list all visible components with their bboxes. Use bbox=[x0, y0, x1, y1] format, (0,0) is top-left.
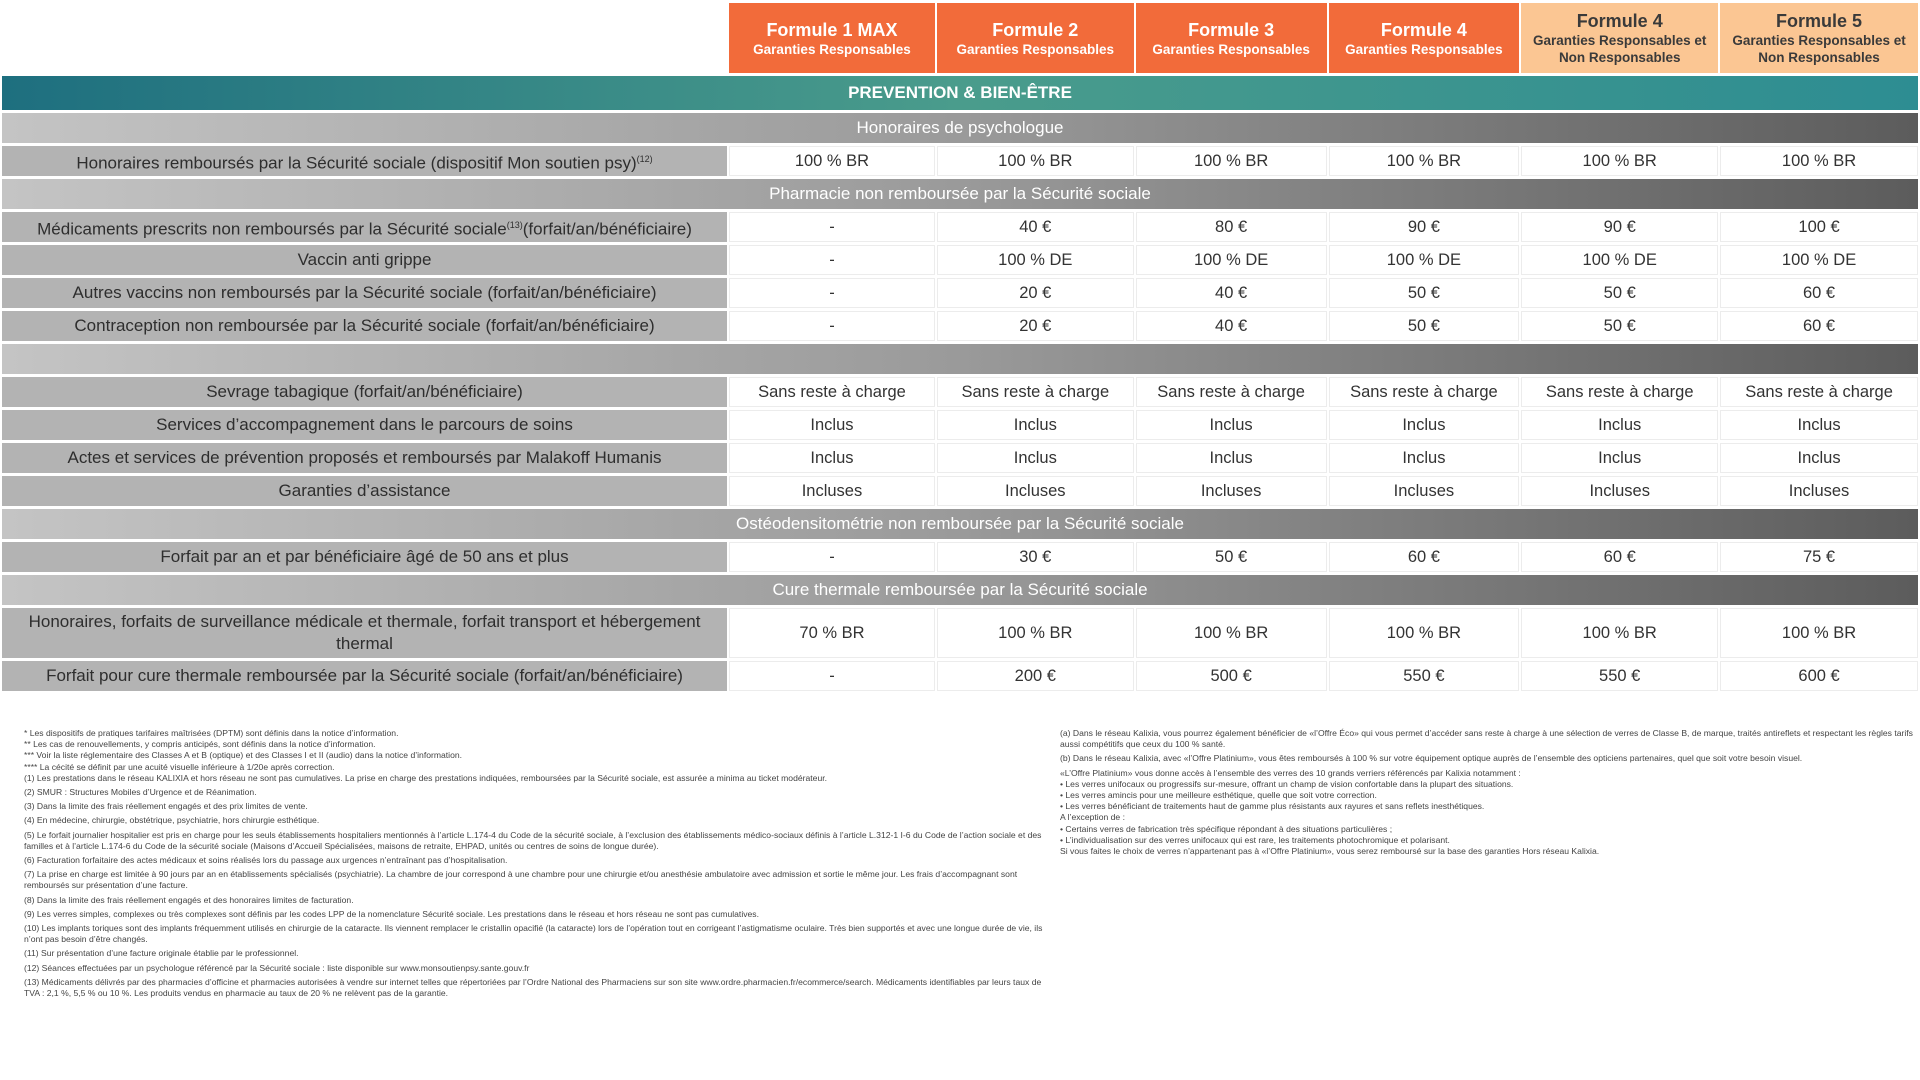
table-cell: 70 % BR bbox=[729, 608, 935, 658]
footnote-ref: (12) bbox=[636, 153, 653, 164]
table-cell: 40 € bbox=[937, 212, 1134, 242]
table-cell: 50 € bbox=[1329, 278, 1520, 308]
section-title: PREVENTION & BIEN-ÊTRE bbox=[2, 76, 1918, 110]
table-row bbox=[2, 311, 1918, 341]
table-cell: 100 % BR bbox=[1521, 146, 1718, 176]
column-header-3 bbox=[1136, 3, 1327, 73]
row-label bbox=[2, 146, 727, 176]
footnote: • Les verres bénéficiant de traitements haut de gamme plus résistants aux rayures et sans reflets inesthétiques. bbox=[1060, 801, 1485, 812]
category-row bbox=[2, 179, 1918, 209]
table-row bbox=[2, 608, 1918, 658]
footnote: (7) La prise en charge est limitée à 90 jours par an en établissements spécialisés (psychiatrie). La chambre de jour correspond à une chambre pour une chirurgie et/ou anesthésie ambulatoire avec admission et sortie le même jour. Les frais d’accompagnant sont remboursés sur présentation d’une facture. bbox=[24, 869, 1018, 891]
table-cell: 550 € bbox=[1329, 661, 1520, 691]
row-label bbox=[2, 377, 727, 407]
footnote: A l’exception de : bbox=[1060, 812, 1125, 823]
category-title: Cure thermale remboursée par la Sécurité sociale bbox=[2, 575, 1918, 605]
column-header-1 bbox=[729, 3, 935, 73]
table-cell: 60 € bbox=[1329, 542, 1520, 572]
category-row bbox=[2, 344, 1918, 374]
table-cell: 50 € bbox=[1136, 542, 1327, 572]
table-cell: Inclus bbox=[1720, 410, 1918, 440]
table-cell: 20 € bbox=[937, 311, 1134, 341]
table-cell: - bbox=[729, 245, 935, 275]
table-cell: Inclus bbox=[937, 410, 1134, 440]
footnote-ref: (13) bbox=[506, 219, 523, 230]
footnote: (6) Facturation forfaitaire des actes médicaux et soins réalisés lors du passage aux urgences n’entraînant pas d’hospitalisation. bbox=[24, 855, 508, 866]
table-cell: - bbox=[729, 542, 935, 572]
footnote: (9) Les verres simples, complexes ou très complexes sont définis par les codes LPP de la nomenclature Sécurité sociale. Les prestations dans le réseau et hors réseau ne sont pas cumulatives. bbox=[24, 908, 759, 919]
footnote: (3) Dans la limite des frais réellement engagés et des prix limites de vente. bbox=[24, 801, 308, 812]
table-cell: Inclus bbox=[937, 443, 1134, 473]
row-label bbox=[2, 476, 727, 506]
footnote: (2) SMUR : Structures Mobiles d’Urgence et de Réanimation. bbox=[24, 787, 257, 798]
table-cell: Inclus bbox=[1136, 443, 1327, 473]
table-cell: 100 % DE bbox=[1329, 245, 1520, 275]
column-title: Formule 3 bbox=[1188, 19, 1275, 40]
table-cell: 200 € bbox=[937, 661, 1134, 691]
row-label bbox=[2, 608, 727, 658]
table-cell: 40 € bbox=[1136, 311, 1327, 341]
table-row bbox=[2, 278, 1918, 308]
table-cell: Incluses bbox=[1329, 476, 1520, 506]
row-label-suffix: (forfait/an/bénéficiaire) bbox=[522, 219, 692, 239]
footnote: ** Les cas de renouvellements, y compris anticipés, sont définis dans la notice d’information. bbox=[24, 739, 376, 750]
row-label bbox=[2, 443, 727, 473]
table-cell: - bbox=[729, 212, 935, 242]
table-cell: 90 € bbox=[1521, 212, 1718, 242]
category-title: Ostéodensitométrie non remboursée par la Sécurité sociale bbox=[2, 509, 1918, 539]
table-cell: 90 € bbox=[1329, 212, 1520, 242]
row-label bbox=[2, 212, 727, 242]
table-cell: Sans reste à charge bbox=[937, 377, 1134, 407]
table-cell: 60 € bbox=[1521, 542, 1718, 572]
table-cell: 100 € bbox=[1720, 212, 1918, 242]
row-label-text: Contraception non remboursée par la Sécurité sociale (forfait/an/bénéficiaire) bbox=[74, 316, 655, 335]
column-header-5 bbox=[1521, 3, 1718, 73]
footnote: (12) Séances effectuées par un psychologue référencé par la Sécurité sociale : liste disponible sur www.monsoutienpsy.sante.gouv.fr bbox=[24, 962, 530, 973]
row-label bbox=[2, 278, 727, 308]
table-cell: 75 € bbox=[1720, 542, 1918, 572]
footnote: (10) Les implants toriques sont des implants fréquemment utilisés en chirurgie de la cataracte. Ils viennent remplacer le cristallin opacifié (la cataracte) lors de l’opération tout en corrigeant l’astigmatisme oculaire. Très bien supportés et avec une longue durée de vie, ils n’ont pas besoin d’être changés. bbox=[24, 923, 1043, 945]
table-row bbox=[2, 410, 1918, 440]
column-title: Formule 2 bbox=[992, 19, 1079, 40]
row-label-text: Honoraires remboursés par la Sécurité sociale (dispositif Mon soutien psy) bbox=[76, 153, 637, 173]
footnote: (a) Dans le réseau Kalixia, vous pourrez également bénéficier de «l’Offre Éco» qui vous permet d’accéder sans reste à charge à une sélection de verres de Classe B, de marque, traités antireflets et respectant les règles tarifs aussi compétitifs que ceux du 100 % santé. bbox=[1060, 728, 1913, 750]
row-label-text: Autres vaccins non remboursés par la Sécurité sociale (forfait/an/bénéficiaire) bbox=[72, 283, 657, 302]
row-label-text: Vaccin anti grippe bbox=[297, 250, 432, 269]
column-subtitle: Garanties Responsables bbox=[1152, 41, 1310, 57]
table-cell: 100 % DE bbox=[1521, 245, 1718, 275]
footnote: • Les verres amincis pour une meilleure esthétique, quelle que soit votre correction. bbox=[1060, 790, 1377, 801]
table-cell: 100 % BR bbox=[1136, 146, 1327, 176]
header-row bbox=[2, 3, 1918, 73]
table-cell: 100 % BR bbox=[1521, 608, 1718, 658]
table-cell: Incluses bbox=[937, 476, 1134, 506]
footnote: • Les verres unifocaux ou progressifs sur-mesure, offrant un champ de vision confortable dans la plupart des situations. bbox=[1060, 778, 1514, 789]
table-cell: 50 € bbox=[1521, 278, 1718, 308]
row-label-text: Garanties d’assistance bbox=[278, 481, 451, 500]
footnote: (1) Les prestations dans le réseau KALIXIA et hors réseau ne sont pas cumulatives. La prise en charge des prestations indiquées, remboursées par la Sécurité sociale, est assurée a minima au ticket modérateur. bbox=[24, 772, 827, 783]
column-subtitle: Garanties Responsables et Non Responsables bbox=[1533, 33, 1707, 65]
column-subtitle: Garanties Responsables bbox=[956, 41, 1115, 57]
row-label-text: Sevrage tabagique (forfait/an/bénéficiaire) bbox=[206, 382, 523, 401]
table-row bbox=[2, 443, 1918, 473]
table-cell: 40 € bbox=[1136, 278, 1327, 308]
category-row bbox=[2, 113, 1918, 143]
table-row bbox=[2, 377, 1918, 407]
table-cell: 100 % BR bbox=[1720, 608, 1918, 658]
table-cell: Inclus bbox=[1136, 410, 1327, 440]
footnote: (13) Médicaments délivrés par des pharmacies d’officine et pharmacies autorisées à vendre sur internet telles que répertoriées par l’Ordre National des Pharmaciens sur son site www.ordre.pharmacien.fr/ecommerce/search. Médicaments identifiables par leurs taux de TVA : 2,1 %, 5,5 % ou 10 %. Les produits vendus en pharmacie au taux de 20 % ne relèvent pas de la garantie. bbox=[24, 976, 1042, 999]
row-label-text: Services d’accompagnement dans le parcours de soins bbox=[156, 415, 573, 434]
table-cell: - bbox=[729, 278, 935, 308]
table-cell: 60 € bbox=[1720, 311, 1918, 341]
column-subtitle: Garanties Responsables bbox=[1345, 41, 1503, 57]
table-cell: 80 € bbox=[1136, 212, 1327, 242]
table-cell: Sans reste à charge bbox=[1329, 377, 1520, 407]
table-cell: 30 € bbox=[937, 542, 1134, 572]
column-title: Formule 4 bbox=[1576, 11, 1663, 31]
row-label bbox=[2, 542, 727, 572]
category-title: Honoraires de psychologue bbox=[2, 113, 1918, 143]
category-title: Pharmacie non remboursée par la Sécurité sociale bbox=[2, 179, 1918, 209]
table-cell: - bbox=[729, 311, 935, 341]
table-cell: Inclus bbox=[1329, 410, 1520, 440]
table-cell: 100 % BR bbox=[1329, 608, 1520, 658]
table-cell: 100 % DE bbox=[1720, 245, 1918, 275]
column-header-2 bbox=[937, 3, 1134, 73]
footnote: (11) Sur présentation d’une facture originale établie par le professionnel. bbox=[24, 948, 299, 959]
table-cell: Inclus bbox=[1521, 443, 1718, 473]
table-cell: Inclus bbox=[1720, 443, 1918, 473]
column-subtitle: Garanties Responsables bbox=[753, 41, 911, 57]
row-label-text: Honoraires, forfaits de surveillance médicale et thermale, forfait transport et hébergement thermal bbox=[28, 612, 701, 653]
row-label bbox=[2, 311, 727, 341]
column-subtitle: Garanties Responsables et Non Responsables bbox=[1732, 33, 1906, 65]
category-row bbox=[2, 509, 1918, 539]
row-label bbox=[2, 410, 727, 440]
table-cell: 100 % BR bbox=[1136, 608, 1327, 658]
table-cell: Incluses bbox=[1521, 476, 1718, 506]
category-title bbox=[2, 344, 1918, 374]
row-label-text: Forfait pour cure thermale remboursée par la Sécurité sociale (forfait/an/bénéficiaire) bbox=[46, 666, 683, 685]
table-cell: 100 % DE bbox=[937, 245, 1134, 275]
table-cell: Incluses bbox=[729, 476, 935, 506]
table-cell: Incluses bbox=[1136, 476, 1327, 506]
row-label-text: Forfait par an et par bénéficiaire âgé de 50 ans et plus bbox=[160, 547, 569, 566]
row-label-text: Actes et services de prévention proposés et remboursés par Malakoff Humanis bbox=[67, 448, 662, 467]
table-cell: Inclus bbox=[1521, 410, 1718, 440]
table-row bbox=[2, 212, 1918, 242]
table-body bbox=[2, 76, 1918, 691]
footnote: *** Voir la liste réglementaire des Classes A et B (optique) et des Classes I et II (audio) dans la notice d’information. bbox=[24, 750, 463, 761]
table-cell: Sans reste à charge bbox=[1521, 377, 1718, 407]
table-cell: 100 % BR bbox=[937, 608, 1134, 658]
table-row bbox=[2, 245, 1918, 275]
table-cell: Sans reste à charge bbox=[1136, 377, 1327, 407]
table-cell: 100 % DE bbox=[1136, 245, 1327, 275]
footnotes-left bbox=[24, 728, 1054, 1002]
table-cell: - bbox=[729, 661, 935, 691]
row-label bbox=[2, 661, 727, 691]
table-cell: 600 € bbox=[1720, 661, 1918, 691]
table-cell: 60 € bbox=[1720, 278, 1918, 308]
footnote: * Les dispositifs de pratiques tarifaires maîtrisées (DPTM) sont définis dans la notice d’information. bbox=[24, 728, 399, 738]
table-cell: 50 € bbox=[1329, 311, 1520, 341]
footnote: (4) En médecine, chirurgie, obstétrique, psychiatrie, hors chirurgie esthétique. bbox=[24, 815, 320, 826]
footnote: (b) Dans le réseau Kalixia, avec «l’Offre Platinium», vous êtes remboursés à 100 % sur votre équipement optique auprès de l’ensemble des opticiens partenaires, quel que soit votre besoin visuel. bbox=[1060, 753, 1803, 764]
table-cell: Inclus bbox=[1329, 443, 1520, 473]
footnote: «L’Offre Platinium» vous donne accès à l’ensemble des verres des 10 grands verriers référencés par Kalixia notamment : bbox=[1060, 767, 1521, 778]
table-cell: Incluses bbox=[1720, 476, 1918, 506]
table-cell: 100 % BR bbox=[1329, 146, 1520, 176]
table-cell: Inclus bbox=[729, 443, 935, 473]
table-cell: 50 € bbox=[1521, 311, 1718, 341]
row-label bbox=[2, 245, 727, 275]
table-row bbox=[2, 542, 1918, 572]
table-row bbox=[2, 476, 1918, 506]
section-row bbox=[2, 76, 1918, 110]
footnotes-right bbox=[1060, 728, 1920, 857]
header-blank-cell bbox=[2, 3, 727, 73]
table-cell: Inclus bbox=[729, 410, 935, 440]
footnote: Si vous faites le choix de verres n’appartenant pas à «l’Offre Platinium», vous serez remboursé sur la base des garanties Hors réseau Kalixia. bbox=[1060, 846, 1600, 857]
footnote: (5) Le forfait journalier hospitalier est pris en charge pour les seuls établissements hospitaliers mentionnés à l’article L.174-4 du Code de la sécurité sociale, à l’exclusion des établissements médico-sociaux définis à l’article L.312-1 I-6 du Code de l’action sociale et des familles et à l’article L.174-6 du Code de la sécurité sociale (Maisons d’Accueil Spécialisées, maisons de retraite, EHPAD, unités ou centres de soins de longue durée). bbox=[24, 829, 1042, 851]
table-cell: 100 % BR bbox=[729, 146, 935, 176]
column-title: Formule 4 bbox=[1380, 19, 1467, 40]
column-header-4 bbox=[1329, 3, 1520, 73]
column-title: Formule 1 MAX bbox=[766, 19, 898, 40]
category-row bbox=[2, 575, 1918, 605]
table-cell: 500 € bbox=[1136, 661, 1327, 691]
table-row bbox=[2, 661, 1918, 691]
footnote: • L’individualisation sur des verres unifocaux qui est rare, les traitements photochromique et polarisant. bbox=[1060, 834, 1450, 845]
footnote: (8) Dans la limite des frais réellement engagés et des honoraires limites de facturation. bbox=[24, 894, 354, 905]
table-cell: 100 % BR bbox=[937, 146, 1134, 176]
table-row bbox=[2, 146, 1918, 176]
table-cell: Sans reste à charge bbox=[1720, 377, 1918, 407]
column-header-6 bbox=[1720, 3, 1918, 73]
table-cell: Sans reste à charge bbox=[729, 377, 935, 407]
table-cell: 550 € bbox=[1521, 661, 1718, 691]
table-cell: 100 % BR bbox=[1720, 146, 1918, 176]
table-cell: 20 € bbox=[937, 278, 1134, 308]
column-title: Formule 5 bbox=[1776, 11, 1863, 31]
row-label-text: Médicaments prescrits non remboursés par la Sécurité sociale bbox=[37, 219, 507, 239]
footnote: **** La cécité se définit par une acuité visuelle inférieure à 1/20e après correction. bbox=[24, 761, 335, 772]
footnote: • Certains verres de fabrication très spécifique répondant à des situations particulières ; bbox=[1060, 823, 1393, 834]
